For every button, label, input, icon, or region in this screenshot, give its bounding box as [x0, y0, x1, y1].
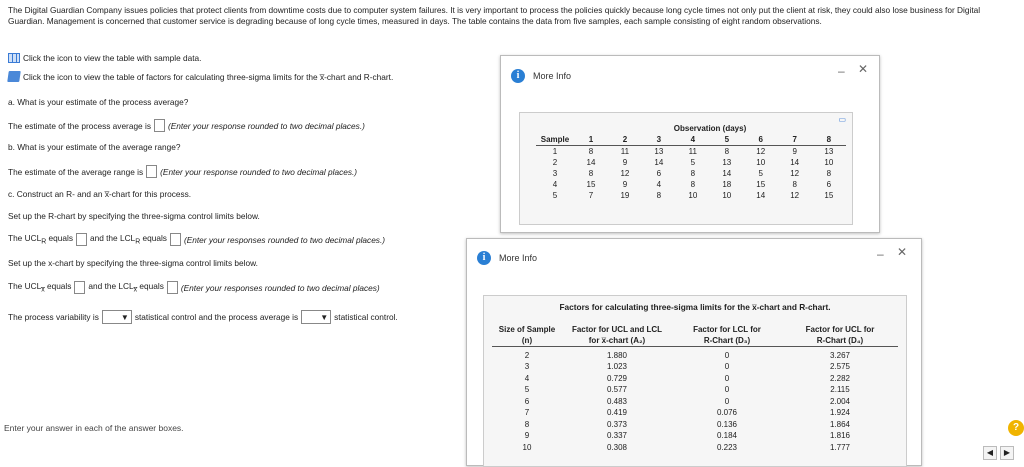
table-cell: 0 [724, 373, 730, 383]
table-cell: 14 [586, 158, 596, 167]
question-c: c. Construct an R- and an x̅-chart for this process. [8, 189, 192, 199]
ucl-r-label: The $UCL_R$ equals [8, 233, 73, 246]
table-cell: 0.184 [716, 431, 738, 440]
factors-table-container [483, 295, 907, 467]
table-row [536, 168, 846, 179]
table-cell: 8 [724, 147, 730, 156]
table-cell: 1.924 [829, 408, 851, 417]
question-b: b. What is your estimate of the average range? [8, 142, 181, 152]
table-row [492, 384, 898, 396]
table-cell: 14 [756, 191, 766, 200]
lcl-r-input[interactable] [170, 233, 181, 246]
factors-table-title: Factors for calculating three-sigma limits for the x̅-chart and R-chart. [559, 302, 831, 312]
col-header: 2 [622, 135, 628, 144]
size-header: Size of Sample (n) [498, 325, 556, 345]
factors-table [492, 324, 898, 453]
table-cell: 14 [790, 158, 800, 167]
table-row [536, 157, 846, 168]
factors-link-text: Click the icon to view the table of factors for calculating three-sigma limits for the x̅-chart and R-chart. [23, 71, 394, 82]
table-data-link-text: Click the icon to view the table with sample data. [23, 53, 202, 63]
table-cell: 0.373 [606, 419, 628, 429]
table-cell: 12 [620, 169, 630, 178]
table-row [536, 190, 846, 201]
variability-select[interactable] [102, 310, 132, 324]
observation-header: Observation (days) [673, 124, 747, 133]
table-cell: 0.419 [606, 408, 628, 417]
table-cell: 7 [588, 191, 594, 200]
table-row [492, 430, 898, 442]
variability-mid-text: statistical control and the process average is [134, 312, 299, 322]
table-row [492, 419, 898, 431]
lcl-x-input[interactable] [167, 281, 178, 294]
col-header: 7 [792, 135, 797, 144]
process-average-input[interactable] [154, 119, 165, 132]
col-header: 3 [656, 135, 662, 144]
variability-row [8, 310, 398, 324]
table-cell: 10 [522, 442, 532, 452]
d4-header: Factor for UCL for R-Chart (D₄) [805, 325, 875, 345]
table-row [492, 361, 898, 373]
sample-table-container [519, 112, 853, 225]
table-cell: 6 [826, 180, 832, 189]
close-button[interactable]: ✕ [858, 62, 869, 76]
table-cell: 1.880 [606, 350, 628, 360]
lcl-r-label: and the $LCL_R$ equals [89, 233, 167, 246]
table-row [492, 407, 898, 419]
table-cell: 12 [790, 191, 800, 200]
table-cell: 1 [552, 147, 558, 156]
table-cell: 0.076 [716, 408, 738, 417]
ucl-r-input[interactable] [76, 233, 87, 246]
close-button[interactable]: ✕ [897, 245, 908, 259]
table-row [536, 146, 846, 158]
table-cell: 0 [724, 396, 730, 406]
table-cell: 9 [792, 147, 797, 156]
table-cell: 0 [724, 350, 730, 360]
table-cell: 2 [552, 158, 558, 167]
table-cell: 10 [824, 158, 834, 167]
question-a: a. What is your estimate of the process average? [8, 97, 189, 107]
table-cell: 5 [524, 385, 530, 394]
table-cell: 2.282 [829, 373, 851, 383]
table-row [536, 179, 846, 190]
table-cell: 10 [688, 191, 698, 200]
col-header: 4 [690, 135, 696, 144]
a2-header: Factor for UCL and LCL for x̅-chart (A₂) [571, 325, 663, 345]
problem-intro: The Digital Guardian Company issues policies that protect clients from downtime costs due to computer system failures. It is very important to process the policies quickly because long cycle times not only put the client at risk, they could also lose business for Digital Guardian. Management is concerned that customer service is degrading because of long cycle times, measured in days. The table contains the data from five samples, each sample consisting of eight random observations. [8, 5, 981, 26]
col-header: 1 [588, 135, 594, 144]
copy-icon[interactable]: ▭ [838, 115, 846, 124]
answer-b-label: The estimate of the average range is [8, 166, 144, 177]
table-cell: 11 [620, 147, 630, 156]
table-cell: 4 [552, 180, 558, 189]
table-data-link-row [8, 53, 201, 63]
table-cell: 13 [722, 158, 732, 167]
answer-a-row [8, 119, 365, 132]
table-cell: 9 [622, 180, 628, 189]
footer-instruction: Enter your answer in each of the answer boxes. [4, 423, 184, 433]
x-limits-row [8, 281, 380, 294]
table-cell: 10 [722, 191, 732, 200]
chevron-down-icon: ▼ [120, 312, 129, 322]
table-row [492, 442, 898, 454]
table-cell: 3 [524, 362, 530, 371]
info-icon: i [511, 69, 525, 83]
table-cell: 2 [524, 350, 530, 360]
table-cell: 15 [586, 180, 596, 189]
table-row [492, 373, 898, 385]
table-row [492, 396, 898, 408]
table-cell: 15 [756, 180, 766, 189]
table-cell: 14 [722, 169, 732, 178]
variability-post-text: statistical control. [334, 312, 398, 322]
table-cell: 8 [792, 180, 797, 189]
table-cell: 2.575 [829, 362, 851, 371]
sample-col-header: Sample [540, 135, 570, 144]
table-cell: 6 [524, 396, 530, 406]
lcl-x-label: and the $LCL_{x̅}$ equals [88, 281, 164, 294]
answer-b-row [8, 165, 357, 178]
table-cell: 11 [688, 147, 697, 156]
table-cell: 10 [756, 158, 766, 167]
table-cell: 0.223 [716, 442, 738, 452]
table-cell: 1.023 [606, 362, 628, 371]
dialog-header [477, 251, 537, 265]
table-cell: 0.483 [606, 396, 628, 406]
col-header: 8 [826, 135, 832, 144]
table-cell: 2.004 [829, 396, 851, 406]
minimize-button[interactable]: – [877, 247, 884, 261]
average-select[interactable] [301, 310, 331, 324]
table-cell: 5 [758, 169, 763, 178]
table-cell: 3 [552, 169, 558, 178]
chevron-down-icon: ▼ [320, 312, 329, 322]
sample-table [536, 123, 846, 201]
table-cell: 2.115 [830, 385, 850, 394]
table-cell: 7 [524, 408, 530, 417]
table-cell: 0.577 [606, 385, 628, 394]
x-limits-hint: (Enter your responses rounded to two decimal places) [180, 282, 380, 293]
r-chart-setup: Set up the R-chart by specifying the three-sigma control limits below. [8, 211, 260, 221]
prev-button[interactable]: ◀ [983, 446, 997, 460]
table-icon[interactable] [8, 53, 20, 63]
table-cell: 15 [824, 191, 834, 200]
table-cell: 12 [790, 169, 800, 178]
ucl-x-input[interactable] [74, 281, 85, 294]
table-cell: 8 [690, 180, 696, 189]
table-cell: 8 [588, 169, 594, 178]
table-cell: 0.337 [606, 431, 628, 440]
table-cell: 13 [824, 147, 834, 156]
table-cell: 8 [826, 169, 832, 178]
sample-data-dialog [500, 55, 880, 233]
table-cell: 8 [656, 191, 662, 200]
factors-dialog [466, 238, 922, 466]
answer-a-hint: (Enter your response rounded to two decimal places.) [167, 120, 365, 131]
table-cell: 3.267 [829, 350, 851, 360]
r-limits-row [8, 233, 385, 246]
table-cell: 9 [524, 431, 530, 440]
dialog-title: More Info [533, 71, 572, 81]
table-cell: 1.864 [829, 419, 851, 429]
table-cell: 4 [656, 180, 662, 189]
table-cell: 14 [654, 158, 664, 167]
table-cell: 19 [620, 191, 630, 200]
table-cell: 1.816 [829, 431, 851, 440]
table-row [492, 350, 898, 362]
dialog-header [511, 69, 571, 83]
table-cell: 0.729 [606, 373, 628, 383]
table-cell: 4 [524, 373, 530, 383]
table-cell: 0 [724, 362, 730, 371]
help-button[interactable]: ? [1008, 420, 1024, 436]
table-cell: 0 [724, 385, 730, 394]
table-cell: 9 [622, 158, 628, 167]
table-cell: 8 [588, 147, 594, 156]
variability-label: The process variability is [8, 312, 99, 322]
table-cell: 5 [552, 191, 558, 200]
table-cell: 12 [756, 147, 766, 156]
col-header: 5 [724, 135, 730, 144]
info-icon: i [477, 251, 491, 265]
table-cell: 6 [656, 169, 662, 178]
table-cell: 5 [690, 158, 696, 167]
table-cell: 8 [524, 419, 530, 429]
r-limits-hint: (Enter your responses rounded to two decimal places.) [183, 234, 386, 245]
table-cell: 0.308 [606, 442, 628, 452]
table-cell: 1.777 [829, 442, 851, 452]
d3-header: Factor for LCL for R-Chart (D₃) [693, 325, 761, 345]
book-icon[interactable] [7, 71, 21, 82]
answer-a-label: The estimate of the process average is [8, 120, 151, 131]
table-cell: 13 [654, 147, 664, 156]
next-button[interactable]: ▶ [1000, 446, 1014, 460]
x-chart-setup: Set up the x-chart by specifying the three-sigma control limits below. [8, 258, 258, 268]
factors-link-row [8, 71, 393, 82]
average-range-input[interactable] [146, 165, 157, 178]
minimize-button[interactable]: – [838, 64, 845, 78]
table-cell: 18 [722, 180, 732, 189]
answer-b-hint: (Enter your response rounded to two decimal places.) [160, 166, 358, 177]
table-cell: 8 [690, 169, 696, 178]
col-header: 6 [758, 135, 763, 144]
ucl-x-label: The $UCL_{x̅}$ equals [8, 281, 72, 294]
table-cell: 0.136 [716, 419, 738, 429]
dialog-title: More Info [499, 253, 538, 263]
